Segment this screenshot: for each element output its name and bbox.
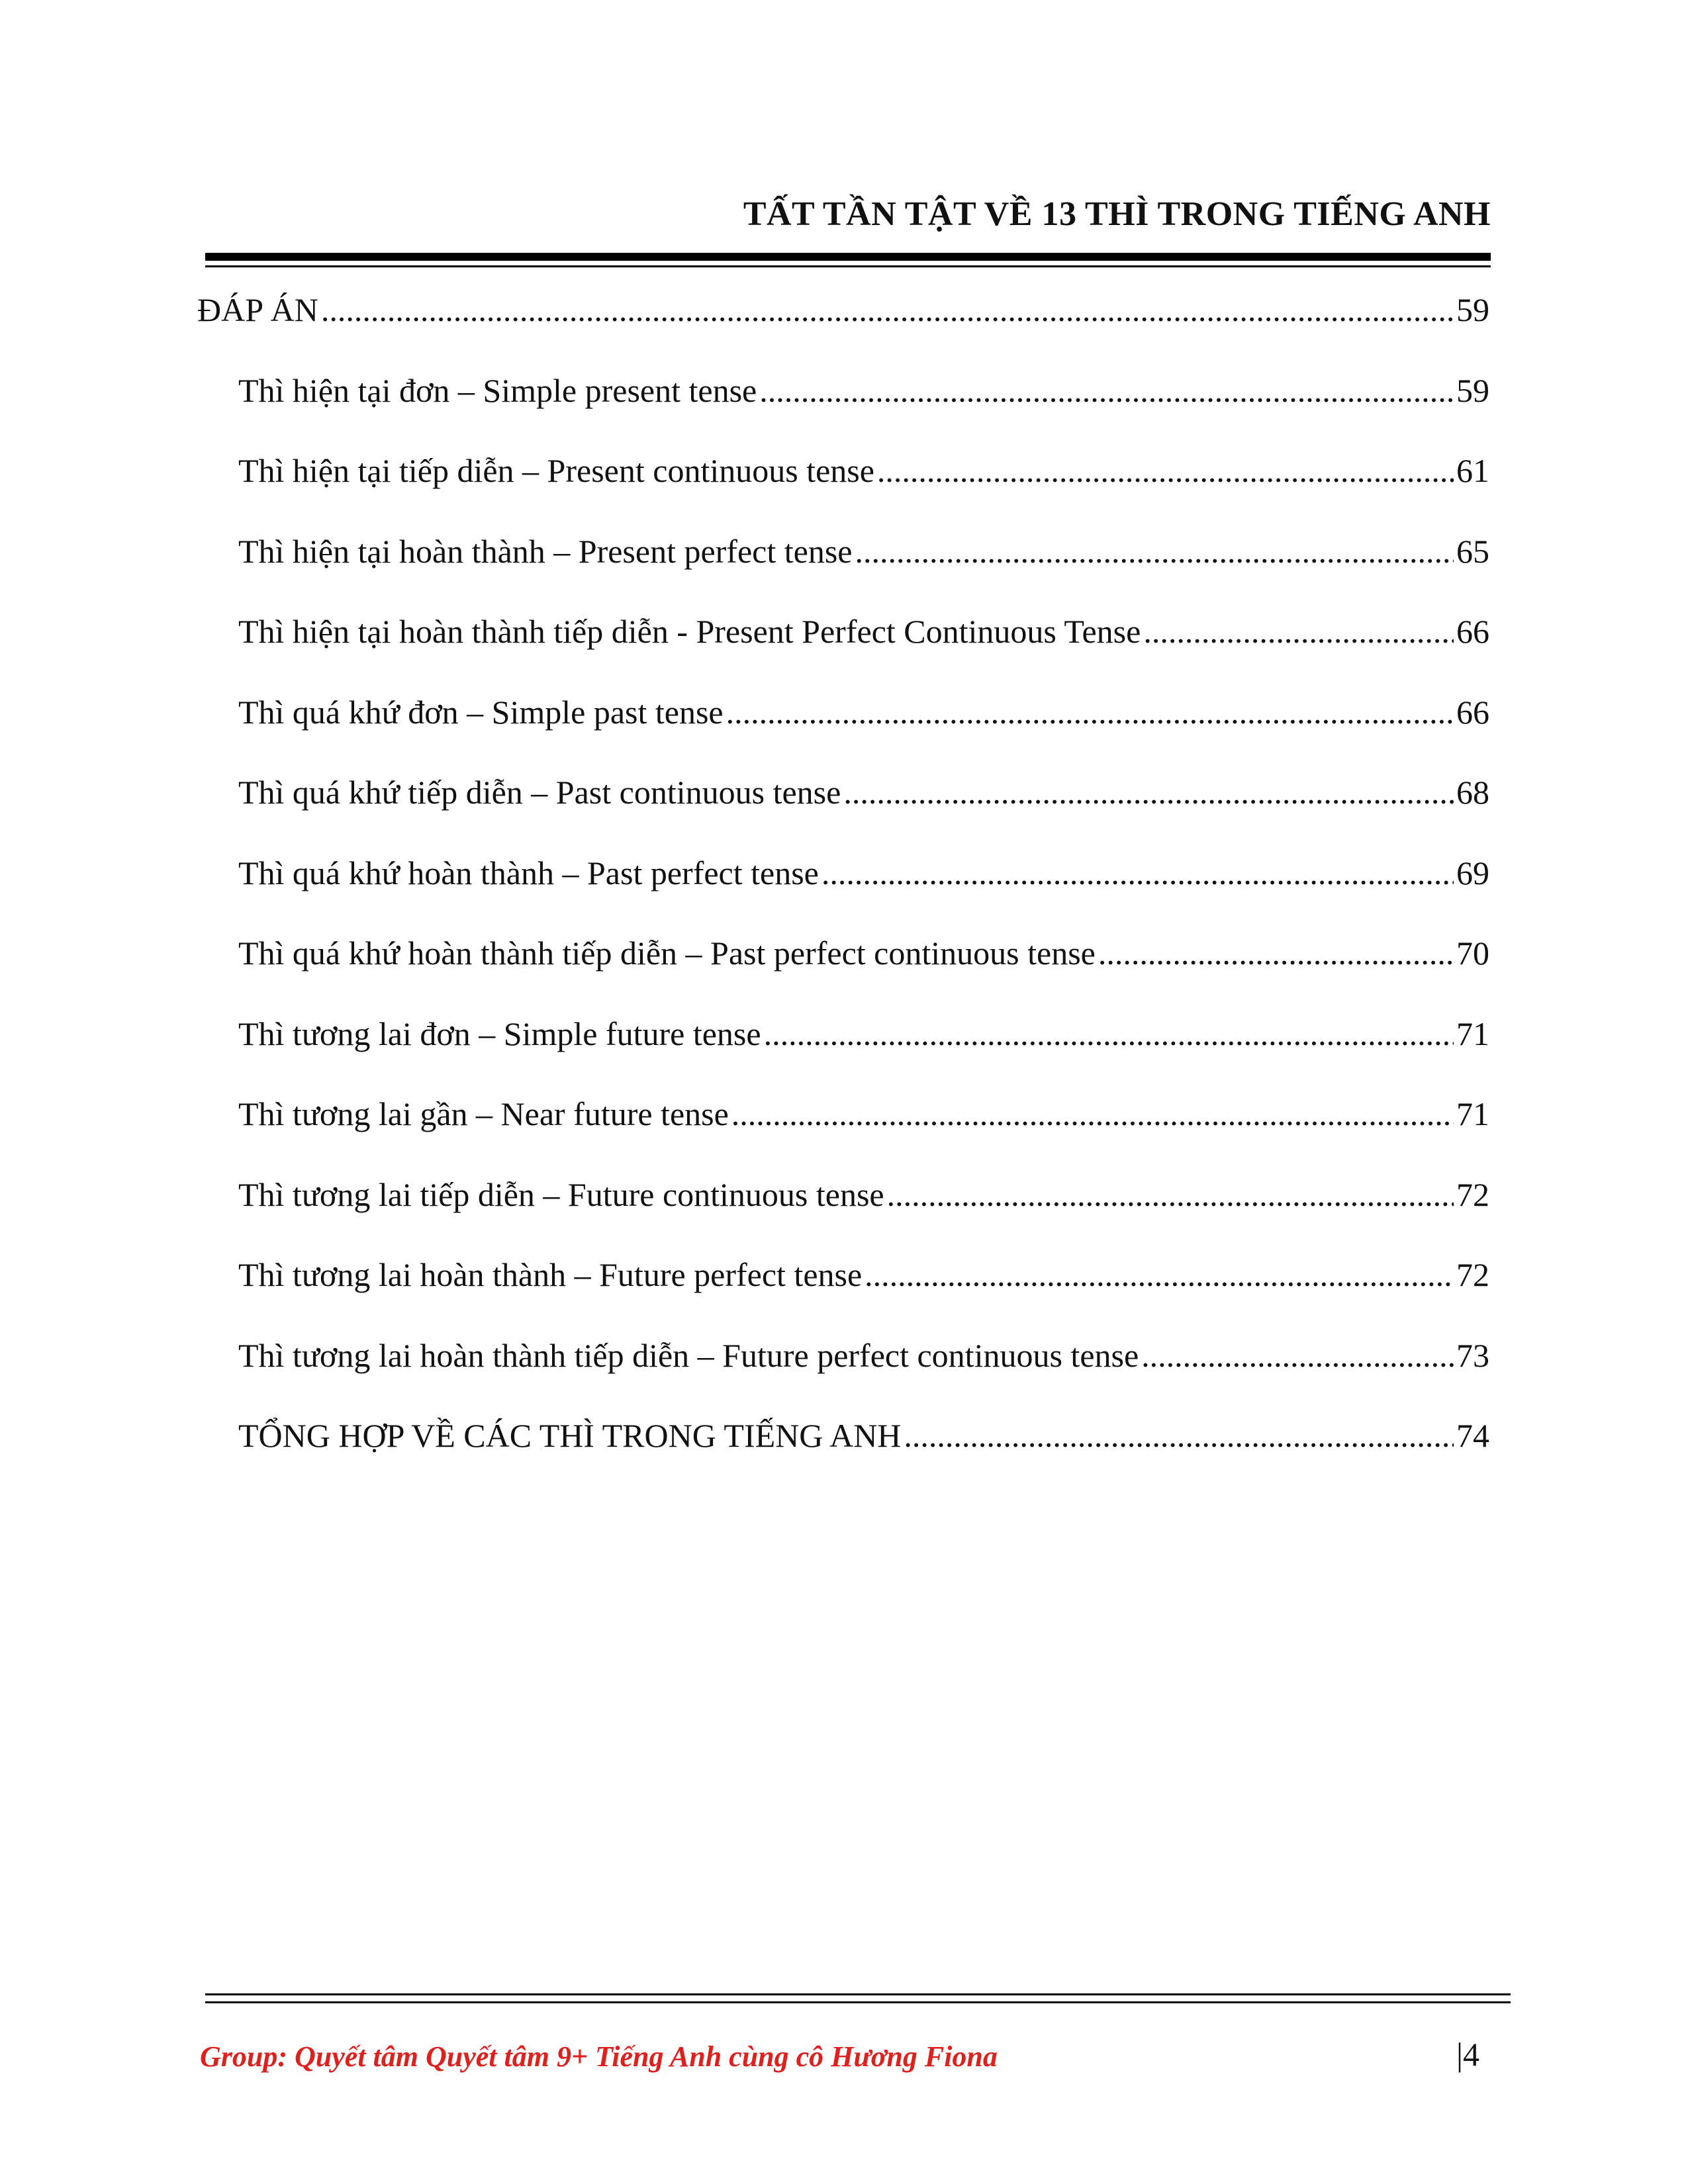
- table-of-contents: [197, 283, 1489, 1490]
- toc-dot-leader: [764, 1007, 1454, 1060]
- toc-entry-page: 74: [1456, 1417, 1489, 1454]
- toc-entry-title: Thì quá khứ hoàn thành – Past perfect tense: [238, 854, 819, 891]
- toc-entry-page: 73: [1456, 1336, 1489, 1374]
- toc-entry-title: Thì quá khứ đơn – Simple past tense: [238, 693, 724, 731]
- toc-entry-title: Thì hiện tại hoàn thành – Present perfect tense: [238, 532, 853, 570]
- toc-dot-leader: [877, 444, 1454, 497]
- toc-entry-title: Thì hiện tại tiếp diễn – Present continuous tense: [238, 452, 874, 489]
- toc-entry-page: 65: [1456, 532, 1489, 570]
- toc-entry-title: Thì hiện tại đơn – Simple present tense: [238, 371, 757, 409]
- toc-entry[interactable]: [197, 846, 1489, 927]
- page-title: TẤT TẦN TẬT VỀ 13 THÌ TRONG TIẾNG ANH: [743, 195, 1491, 233]
- toc-entry-page: 59: [1456, 291, 1489, 328]
- toc-entry-title: Thì quá khứ hoàn thành tiếp diễn – Past perfect continuous tense: [238, 934, 1096, 972]
- toc-entry-page: 69: [1456, 854, 1489, 891]
- toc-dot-leader: [855, 525, 1454, 578]
- toc-entry[interactable]: [197, 444, 1489, 525]
- footer-rule-top: [205, 1993, 1511, 1995]
- toc-dot-leader: [321, 283, 1454, 336]
- toc-dot-leader: [1143, 605, 1454, 658]
- toc-entry[interactable]: [197, 686, 1489, 766]
- toc-entry[interactable]: [197, 605, 1489, 686]
- toc-entry[interactable]: [197, 525, 1489, 606]
- toc-entry[interactable]: [197, 1248, 1489, 1329]
- toc-entry-page: 72: [1456, 1175, 1489, 1213]
- toc-dot-leader: [1141, 1329, 1454, 1382]
- footer-double-rule: [205, 1993, 1511, 2003]
- toc-dot-leader: [887, 1168, 1454, 1221]
- toc-dot-leader: [1098, 927, 1454, 979]
- toc-entry-title: Thì tương lai tiếp diễn – Future continuous tense: [238, 1175, 884, 1213]
- toc-entry-page: 70: [1456, 934, 1489, 972]
- toc-dot-leader: [843, 766, 1454, 819]
- toc-dot-leader: [731, 1087, 1454, 1140]
- toc-entry-page: 66: [1456, 613, 1489, 650]
- toc-entry-page: 71: [1456, 1015, 1489, 1052]
- toc-entry-title: Thì quá khứ tiếp diễn – Past continuous tense: [238, 774, 841, 811]
- toc-entry-page: 59: [1456, 371, 1489, 409]
- header-rule-thin: [205, 265, 1491, 267]
- toc-entry-page: 66: [1456, 693, 1489, 731]
- toc-entry[interactable]: [197, 364, 1489, 445]
- toc-entry-title: Thì tương lai gần – Near future tense: [238, 1095, 729, 1132]
- toc-entry[interactable]: [197, 1329, 1489, 1410]
- toc-dot-leader: [904, 1409, 1454, 1462]
- toc-entry[interactable]: [197, 927, 1489, 1007]
- toc-entry[interactable]: [197, 283, 1489, 364]
- toc-dot-leader: [865, 1248, 1454, 1301]
- toc-entry-title: Thì tương lai hoàn thành – Future perfect tense: [238, 1256, 863, 1293]
- toc-entry-title: TỔNG HỢP VỀ CÁC THÌ TRONG TIẾNG ANH: [238, 1417, 902, 1454]
- toc-dot-leader: [759, 364, 1454, 417]
- footer-group-text: Group: Quyết tâm Quyết tâm 9+ Tiếng Anh cùng cô Hương Fiona: [200, 2040, 998, 2073]
- toc-entry-title: Thì tương lai hoàn thành tiếp diễn – Future perfect continuous tense: [238, 1336, 1139, 1374]
- footer-rule-bottom: [205, 2001, 1511, 2003]
- header-rule-thick: [205, 253, 1491, 261]
- toc-dot-leader: [821, 846, 1454, 899]
- toc-entry-page: 68: [1456, 774, 1489, 811]
- toc-dot-leader: [726, 686, 1454, 739]
- toc-entry-page: 71: [1456, 1095, 1489, 1132]
- toc-entry[interactable]: [197, 766, 1489, 846]
- toc-entry[interactable]: [197, 1409, 1489, 1490]
- toc-entry[interactable]: [197, 1007, 1489, 1088]
- header-double-rule: [205, 253, 1491, 267]
- toc-entry-title: Thì hiện tại hoàn thành tiếp diễn - Present Perfect Continuous Tense: [238, 613, 1141, 650]
- footer-page-number: |4: [1456, 2036, 1480, 2073]
- toc-entry[interactable]: [197, 1168, 1489, 1249]
- toc-entry-page: 61: [1456, 452, 1489, 489]
- toc-entry[interactable]: [197, 1087, 1489, 1168]
- toc-entry-page: 72: [1456, 1256, 1489, 1293]
- toc-entry-title: ĐÁP ÁN: [197, 291, 318, 328]
- toc-entry-title: Thì tương lai đơn – Simple future tense: [238, 1015, 761, 1052]
